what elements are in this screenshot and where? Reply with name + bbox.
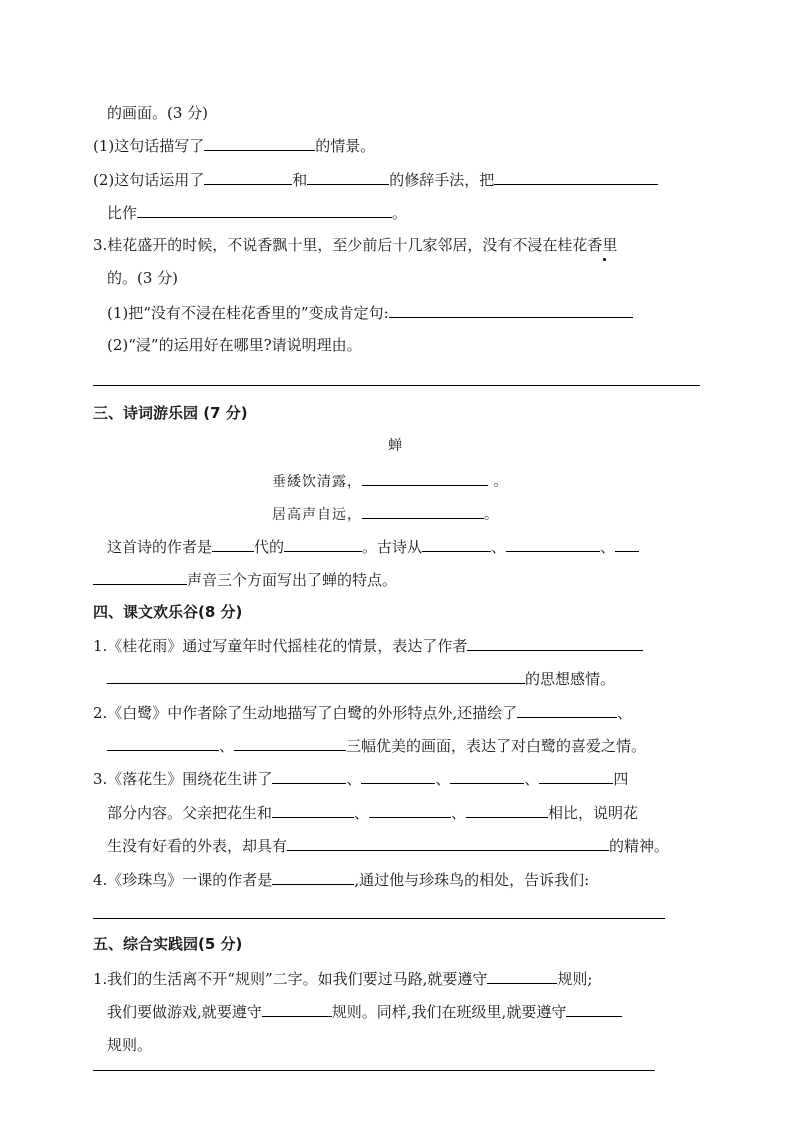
poem-question-2: 声音三个方面写出了蝉的特点。 [93,569,397,590]
answer-line[interactable] [93,1070,655,1071]
answer-blank[interactable] [369,802,451,818]
texts-q1: 1.《桂花雨》通过写童年时代摇桂花的情景，表达了作者 [93,635,643,656]
q2-sub1: (1)这句话描写了 的情景。 [93,137,376,155]
answer-line[interactable] [93,918,665,919]
q2-sub2-cont: 比作 。 [107,204,408,222]
practice-q1-cont2: 规则。 [107,1036,153,1054]
answer-blank[interactable] [307,169,389,185]
poem-title: 蝉 [388,438,403,454]
q2-tail-line: 的画面。(3 分) [107,104,209,122]
answer-blank[interactable] [389,302,633,318]
answer-blank[interactable] [615,536,639,552]
answer-blank[interactable] [93,569,187,585]
texts-q4: 4.《珍珠鸟》一课的作者是 ,通过他与珍珠鸟的相处，告诉我们: [93,871,590,889]
answer-blank[interactable] [107,735,219,751]
answer-blank[interactable] [272,869,354,885]
answer-blank[interactable] [272,768,346,784]
answer-line[interactable] [93,385,700,386]
answer-blank[interactable] [450,768,524,784]
texts-q3: 3.《落花生》围绕花生讲了 、 、 、 四 [93,770,629,788]
answer-blank[interactable] [234,735,346,751]
q3-line2: 的。(3 分) [107,269,179,287]
answer-blank[interactable] [487,968,557,984]
answer-blank[interactable] [262,1001,332,1017]
texts-q3-cont1: 部分内容。父亲把花生和 、 、 相比，说明花 [107,804,639,822]
poem-line-2: 居高声自远， 。 [272,503,499,525]
practice-q1: 1.我们的生活离不开“规则”二字。如我们要过马路,就要遵守 规则; [93,970,593,988]
answer-blank[interactable] [362,503,484,519]
texts-q2-cont: 、 三幅优美的画面，表达了对白鹭的喜爱之情。 [107,735,646,756]
answer-blank[interactable] [107,668,525,684]
q3-sub2: (2)“浸”的运用好在哪里?请说明理由。 [107,336,362,354]
section-heading-texts: 四、课文欢乐谷(8 分) [93,603,243,621]
texts-q3-cont2: 生没有好看的外表，却具有 的精神。 [107,837,670,855]
answer-blank[interactable] [494,169,658,185]
emphasis-dot [603,258,606,261]
answer-blank[interactable] [362,470,488,486]
practice-q1-cont1: 我们要做游戏,就要遵守 规则。同样,我们在班级里,就要遵守 [107,1001,622,1022]
answer-blank[interactable] [467,635,643,651]
texts-q2: 2.《白鹭》中作者除了生动地描写了白鹭的外形特点外,还描绘了 、 [93,704,633,722]
answer-blank[interactable] [212,536,254,552]
answer-blank[interactable] [272,802,354,818]
answer-blank[interactable] [137,202,392,218]
q2-sub2: (2)这句话运用了 和 的修辞手法，把 [93,169,658,190]
answer-blank[interactable] [284,536,362,552]
answer-blank[interactable] [422,536,491,552]
poem-question-1: 这首诗的作者是 代的 。古诗从 、 、 [107,536,639,557]
section-heading-practice: 五、综合实践园(5 分) [93,935,243,953]
answer-blank[interactable] [204,169,292,185]
poem-line-1: 垂緌饮清露， 。 [272,470,508,492]
section-heading-poetry: 三、诗词游乐园 (7 分) [93,404,248,422]
answer-blank[interactable] [506,536,600,552]
q3-line1: 3.桂花盛开的时候，不说香飘十里，至少前后十几家邻居，没有不浸在桂花香里 [93,236,618,254]
answer-blank[interactable] [466,802,548,818]
texts-q1-cont: 的思想感情。 [107,668,615,689]
q3-sub1: (1)把“没有不浸在桂花香里的”变成肯定句: [107,302,633,323]
answer-blank[interactable] [517,702,617,718]
answer-blank[interactable] [204,135,315,151]
answer-blank[interactable] [287,835,609,851]
answer-blank[interactable] [361,768,435,784]
answer-blank[interactable] [566,1001,622,1017]
answer-blank[interactable] [539,768,613,784]
